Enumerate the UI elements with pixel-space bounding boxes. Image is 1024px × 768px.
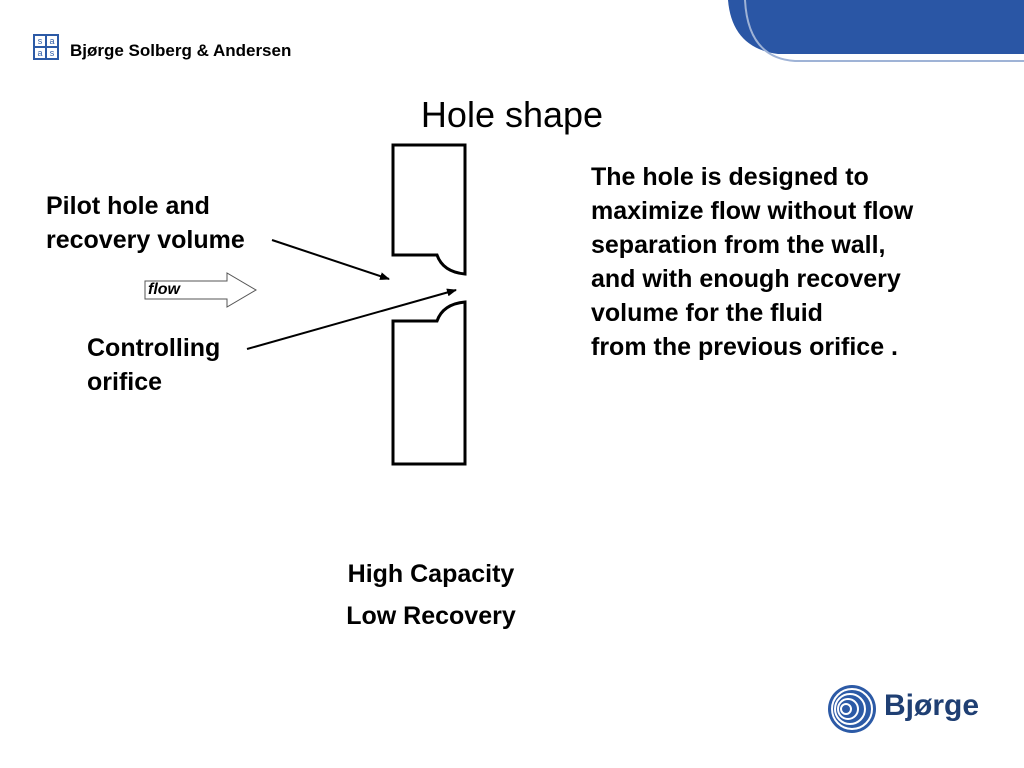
- slide-title: Hole shape: [420, 94, 604, 135]
- controlling-orifice-label-line: orifice: [87, 368, 163, 396]
- description-line: maximize flow without flow: [591, 197, 914, 225]
- company-name: Bjørge Solberg & Andersen: [70, 41, 292, 60]
- brand-rings-icon: [826, 683, 878, 735]
- pilot-hole-label: [46, 189, 245, 257]
- description-line: volume for the fluid: [591, 299, 823, 327]
- pilot-hole-label-line: Pilot hole and: [46, 192, 210, 220]
- description-line: separation from the wall,: [591, 231, 886, 259]
- footer-brand-name: Bjørge: [884, 689, 980, 722]
- caption-high-capacity: High Capacity: [347, 560, 515, 588]
- logo-letter: a: [49, 36, 55, 46]
- lower-wall-shape: [393, 302, 465, 464]
- upper-wall-shape: [393, 145, 465, 274]
- description-line: and with enough recovery: [591, 265, 901, 293]
- controlling-orifice-label: [87, 331, 220, 399]
- description-line: The hole is designed to: [591, 163, 869, 191]
- pilot-hole-label-line: recovery volume: [46, 226, 245, 254]
- logo-letter: s: [49, 48, 55, 58]
- caption-low-recovery: Low Recovery: [346, 602, 516, 630]
- description-line: from the previous orifice .: [591, 333, 899, 361]
- controlling-orifice-label-line: Controlling: [87, 334, 221, 362]
- logo-letter: a: [37, 48, 43, 58]
- pilot-hole-pointer-arrow: [272, 240, 389, 279]
- logo-letter: s: [37, 36, 43, 46]
- flow-label: flow: [148, 281, 180, 298]
- description-text: [591, 160, 913, 364]
